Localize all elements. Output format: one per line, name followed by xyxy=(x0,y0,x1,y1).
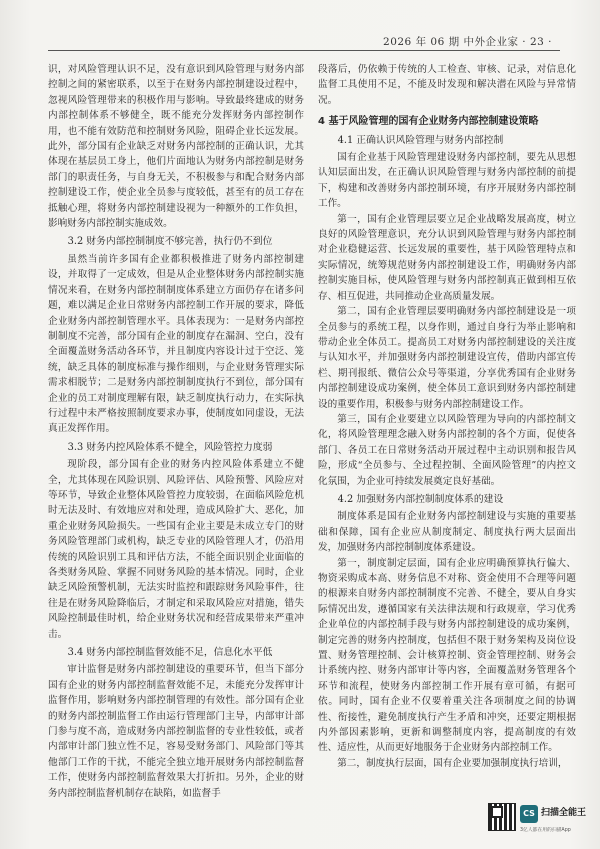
section-heading: 4.1 正确认识风险管理与财务内部控制 xyxy=(337,134,504,146)
paragraph: 第一，制度制定层面，国有企业应明确预算执行偏大、物资采购成本高、财务信息不对称、资金使用不合理等问题的根源来自财务内部控制制度不完善、不健全，要从自身实际情况出发，遵循国家有关法律法规和行政规章，学习优秀企业单位的内部控制手段与财务内部控制建设的成功案例，制定完善的财务内控制度，包括但不限于财务架构及岗位设置、财务管理控制、会计核算控制、资金管理控制、财务会计系统内控、财务内部审计等内容，全面覆盖财务管理各个环节和流程，使财务内部控制工作开展有章可循，有据可依。同时，国有企业不仅要着重关注各项制度之间的协调性、衔接性，避免制度执行产生矛盾和冲突，还要定期根据内外部因素影响，更新和调整制度内容，提高制度的有效性、适应性，从而更好地服务于企业财务内部控制工作。 xyxy=(318,557,576,754)
left-column xyxy=(48,62,304,801)
paragraph: 国有企业基于风险管理建设财务内部控制，要先从思想认知层面出发，在正确认识风险管理与财务内部控制的前提下，构建和改善财务内部控制环境，有序开展财务内部控制工作。 xyxy=(318,152,576,210)
paragraph: 第二，制度执行层面，国有企业要加强制度执行培训， xyxy=(337,757,568,769)
paragraph: 审计监督是财务内部控制建设的重要环节，但当下部分国有企业的财务内部控制监督效能不足，未能充分发挥审计监督作用，影响财务内部控制管理的有效性。部分国有企业的财务内部控制监督工作由运行管理部门主导，内部审计部门参与度不高，造成财务内部控制监督的专业性较低，或者内部审计部门独立性不足，容易受财务部门、风险部门等其他部门工作的干扰，不能完全独立地开展财务内部控制监督工作，使财务内部控制监督效果大打折扣。另外，企业的财务内部控制监督机制存在缺陷，如监督手 xyxy=(48,664,304,799)
qr-code-icon xyxy=(488,803,516,831)
camscanner-logo: CS xyxy=(520,805,538,823)
section-heading: 4.2 加强财务内部控制制度体系的建设 xyxy=(337,493,504,505)
section-heading: 4 基于风险管理的国有企业财务内部控制建设策略 xyxy=(318,116,539,128)
paragraph: 第二，国有企业管理层要明确财务内部控制建设是一项全员参与的系统工程，以身作则，通过自身行为举止影响和带动企业全体员工。提高员工对财务内部控制建设的关注度与认知水平，并加强财务内部控制建设宣传，借助内部宣传栏、期刊报纸、微信公众号等渠道，分享优秀国有企业财务内部控制建设成功案例，使全体员工意识到财务内部控制建设的重要作用，积极参与财务内部控制建设工作。 xyxy=(318,306,576,410)
right-column xyxy=(318,62,576,771)
paragraph: 第一，国有企业管理层要立足企业战略发展高度，树立良好的风险管理意识，充分认识到风险管理与财务内部控制对企业稳健运营、长远发展的重要性，基于风险管理特点和实际情况，统筹规范财务内部控制建设工作，明确财务内部控制实施目标，使风险管理与财务内部控制真正做到相互依存、相互促进，共同推动企业高质量发展。 xyxy=(318,213,576,302)
paragraph: 制度体系是国有企业财务内部控制建设与实施的重要基础和保障，国有企业应从制度制定、制度执行两大层面出发，加强财务内部控制制度体系建设。 xyxy=(318,511,576,554)
camscanner-brand: 扫描全能王 xyxy=(541,808,587,818)
page-header: 2026 年 06 期 中外企业家 · 23 · xyxy=(383,36,552,48)
section-heading: 3.3 财务内控风险体系不健全，风险管控力度弱 xyxy=(67,441,273,453)
paragraph: 识，对风险管理认识不足，没有意识到风险管理与财务内部控制之间的紧密联系，以至于在财务内部控制建设过程中，忽视风险管理带来的积极作用与影响。导致最终建成的财务内部控制体系不够健全，既不能充分发挥财务内部控制作用，也不能有效防范和控制财务风险，阻碍企业长远发展。此外，部分国有企业缺乏对财务内部控制的正确认识，尤其体现在基层员工身上，他们片面地认为财务内部控制是财务部门的职责任务，与自身无关，不积极参与和配合财务内部控制建设工作，使企业全员参与度较低，甚至有的员工存在抵触心理，将财务内部控制建设视为一种额外的工作负担，影响财务内部控制实施成效。 xyxy=(48,64,304,230)
paragraph: 现阶段，部分国有企业的财务内控风险体系建立不健全，尤其体现在风险识别、风险评估、风险预警、风险应对等环节，导致企业整体风险管控力度较弱，在面临风险危机时无法及时、有效地应对和处理，造成风险扩大、恶化，加重企业财务风险损失。一些国有企业主要是未成立专门的财务风险管理部门或机构，缺乏专业的风险管理人才，仍沿用传统的风险识别工具和评估方法，不能全面识别企业面临的各类财务风险、掌握不同财务风险的基本情况。同时，企业缺乏风险预警机制，无法实时监控和跟踪财务风险事件，往往是在财务风险降临后，才制定和采取风险应对措施，错失风险控制最佳时机，给企业财务状况和经营成果带来严重冲击。 xyxy=(48,459,304,640)
header-rule xyxy=(48,50,560,51)
paragraph: 段落后，仍依赖于传统的人工检查、审核、记录，对信息化监督工具使用不足，不能及时发现和解决潜在风险与异常情况。 xyxy=(318,64,576,106)
paragraph: 第三，国有企业要建立以风险管理为导向的内部控制文化，将风险管理理念融入财务内部控制的各个方面，促使各部门、各员工在日常财务活动开展过程中主动识别和报告风险，形成“全员参与、全过程控制、全面风险管理”的内控文化氛围，为企业可持续发展奠定良好基础。 xyxy=(318,413,576,487)
camscanner-tagline: 3亿人都在用的扫描App xyxy=(520,828,571,833)
section-heading: 3.2 财务内部控制制度不够完善，执行仍不到位 xyxy=(67,236,273,248)
paragraph: 虽然当前许多国有企业都积极推进了财务内部控制建设，并取得了一定成效，但是从企业整体财务内部控制实施情况来看，在财务内部控制制度体系建立方面仍存在诸多问题，难以满足企业日常财务内部控制工作开展的要求，降低企业财务内部控制管理水平。具体表现为：一是财务内部控制制度不完善，部分国有企业的制度存在漏洞、空白，没有全面覆盖财务活动各环节，并且制度内容设计过于空泛、笼统，缺乏具体的制度标准与操作细则，与企业财务管理实际需求相脱节；二是财务内部控制制度执行不到位，部分国有企业的员工对制度理解有限，缺乏制度执行动力，在实际执行过程中未严格按照制度要求办事，使制度如同虚设，无法真正发挥作用。 xyxy=(48,253,304,435)
section-heading: 3.4 财务内部控制监督效能不足，信息化水平低 xyxy=(67,647,273,659)
